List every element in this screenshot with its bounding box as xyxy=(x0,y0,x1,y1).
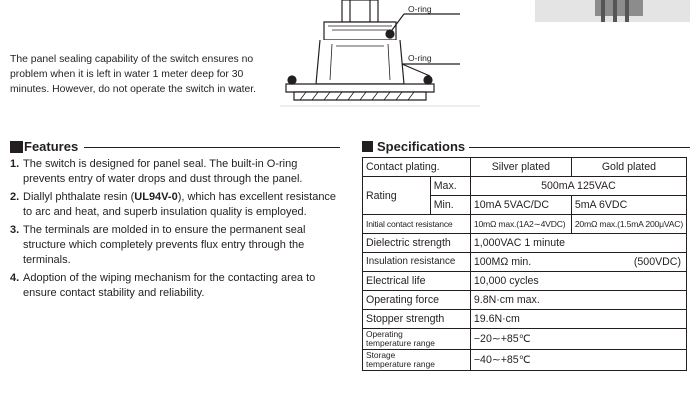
table-row xyxy=(363,310,687,329)
feature-item xyxy=(10,190,338,221)
feature-number: 2. xyxy=(10,190,20,203)
table-row xyxy=(363,253,687,272)
spec-value: 20mΩ max.(1.5mA 200μVAC) xyxy=(571,215,686,234)
o-ring-label-bottom: O-ring xyxy=(408,53,432,63)
spec-value: Gold plated xyxy=(571,158,686,177)
spec-label: Operating temperature range xyxy=(363,329,471,350)
heading-marker xyxy=(10,141,23,153)
spec-label: Electrical life xyxy=(363,272,471,291)
spec-value: −20∼+85℃ xyxy=(470,329,686,350)
features-heading-text: Features xyxy=(24,139,79,154)
flammability-rating: UL94V-0 xyxy=(134,190,178,203)
spec-label: Initial contact resistance xyxy=(363,215,471,234)
spec-value: 1,000VAC 1 minute xyxy=(470,234,686,253)
features-heading-rule xyxy=(84,147,340,148)
spec-value: 10,000 cycles xyxy=(470,272,686,291)
feature-number: 1. xyxy=(10,158,20,170)
feature-text: Diallyl phthalate resin (UL94V-0), which has excellent resistance to arc and heat, and superb insulation quality is employed. xyxy=(23,190,337,219)
table-row xyxy=(363,215,687,234)
table-row xyxy=(363,291,687,310)
feature-item xyxy=(10,223,338,269)
specifications-heading-rule xyxy=(469,147,690,148)
feature-item xyxy=(10,271,338,302)
product-photo xyxy=(535,0,690,24)
spec-label: Operating force xyxy=(363,291,471,310)
feature-item xyxy=(10,157,338,188)
specifications-heading xyxy=(362,139,465,154)
spec-note: (500VDC) xyxy=(633,256,681,268)
spec-value: 500mA 125VAC xyxy=(470,177,686,196)
table-row xyxy=(363,177,687,196)
spec-value: 100MΩ min. (500VDC) xyxy=(470,253,686,272)
specifications-table xyxy=(362,157,687,371)
spec-value: 19.6N·cm xyxy=(470,310,686,329)
feature-text: The terminals are molded in to ensure the permanent seal structure which completely prevents flux entry through the terminals. xyxy=(23,223,306,267)
spec-value: −40∼+85℃ xyxy=(470,350,686,371)
feature-text: The switch is designed for panel seal. The built-in O-ring prevents entry of water drops and dust through the panel. xyxy=(23,158,303,186)
features-heading xyxy=(10,139,78,154)
spec-sublabel: Max. xyxy=(430,177,470,196)
spec-value: 9.8N·cm max. xyxy=(470,291,686,310)
table-row xyxy=(363,329,687,350)
table-row xyxy=(363,234,687,253)
heading-marker xyxy=(362,141,373,152)
spec-sublabel: Min. xyxy=(430,196,470,215)
table-row xyxy=(363,272,687,291)
spec-value: Silver plated xyxy=(470,158,571,177)
spec-label: Dielectric strength xyxy=(363,234,471,253)
spec-value: 5mA 6VDC xyxy=(571,196,686,215)
feature-number: 4. xyxy=(10,271,20,284)
table-row xyxy=(363,350,687,371)
spec-label: Storage temperature range xyxy=(363,350,471,371)
features-list xyxy=(10,157,338,304)
o-ring-label-top: O-ring xyxy=(408,4,432,14)
spec-value: 10mA 5VAC/DC xyxy=(470,196,571,215)
specifications-heading-text: Specifications xyxy=(377,139,466,154)
table-row xyxy=(363,158,687,177)
spec-value: 10mΩ max.(1A2∼4VDC) xyxy=(470,215,571,234)
spec-label: Insulation resistance xyxy=(363,253,471,272)
intro-paragraph: The panel sealing capability of the switch ensures no problem when it is left in water 1 meter deep for 30 minutes. However, do not operate the switch in water. xyxy=(10,54,257,95)
switch-cross-section-diagram xyxy=(280,0,480,112)
feature-text: Adoption of the wiping mechanism for the contacting area to ensure contact stability and reliability. xyxy=(23,271,316,300)
spec-label: Stopper strength xyxy=(363,310,471,329)
spec-label: Rating xyxy=(363,177,431,215)
spec-label: Contact plating. xyxy=(363,158,471,177)
feature-number: 3. xyxy=(10,223,20,236)
